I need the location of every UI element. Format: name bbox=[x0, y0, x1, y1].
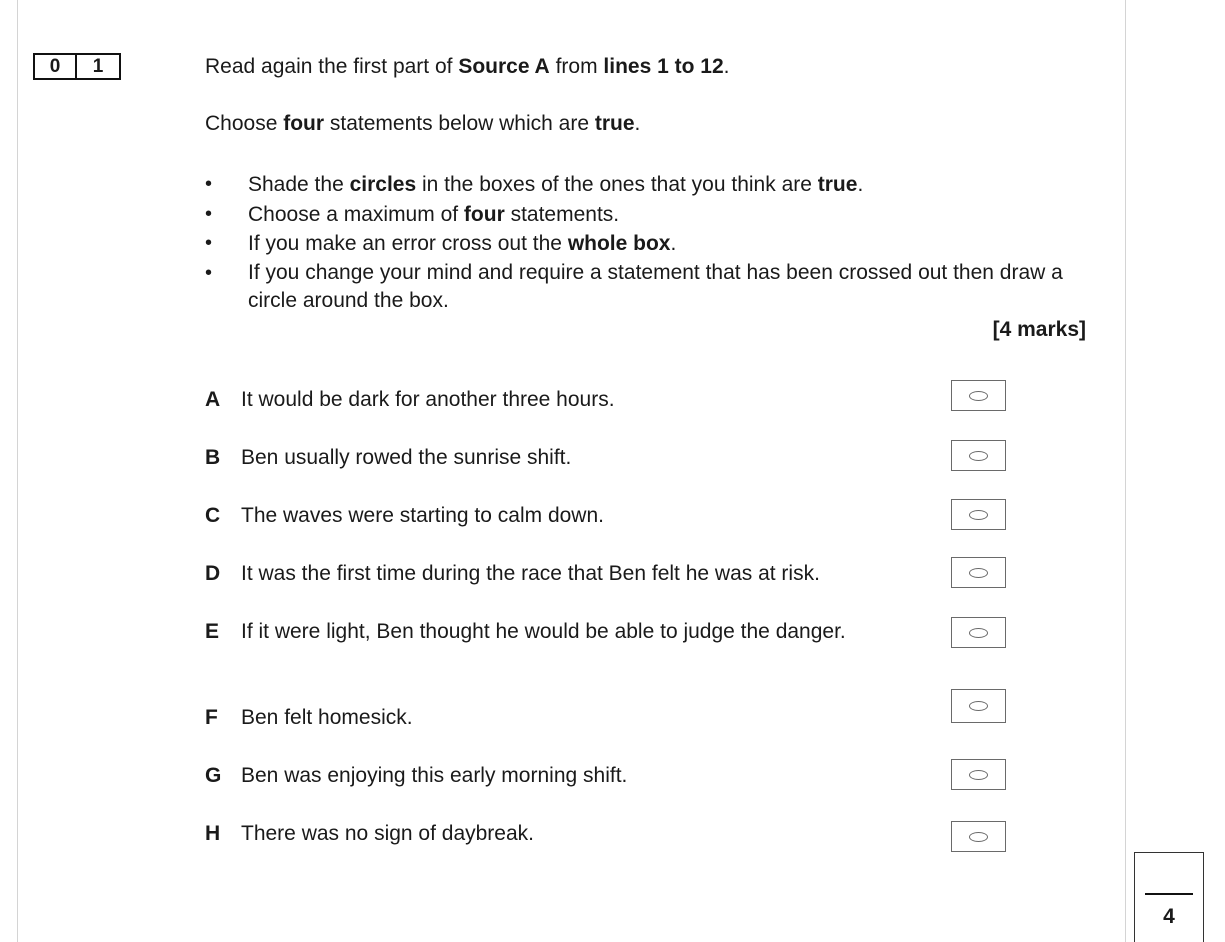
answer-box-g[interactable] bbox=[951, 759, 1006, 790]
statement-row bbox=[205, 386, 911, 414]
bullet-item: • If you change your mind and require a statement that has been crossed out then draw a circle around the box. bbox=[205, 259, 1068, 315]
statement-text: The waves were starting to calm down. bbox=[241, 504, 604, 527]
answer-box-h[interactable] bbox=[951, 821, 1006, 852]
answer-box-a[interactable] bbox=[951, 380, 1006, 411]
answer-circle-icon[interactable] bbox=[969, 701, 988, 711]
answer-box-f[interactable] bbox=[951, 689, 1006, 723]
answer-circle-icon[interactable] bbox=[969, 770, 988, 780]
bullet-item: • Choose a maximum of four statements. bbox=[205, 200, 1068, 230]
statement-letter: F bbox=[205, 706, 218, 729]
answer-circle-icon[interactable] bbox=[969, 628, 988, 638]
answer-circle-icon[interactable] bbox=[969, 568, 988, 578]
statement-letter: H bbox=[205, 822, 221, 845]
statement-letter: B bbox=[205, 446, 221, 469]
statement-text: Ben was enjoying this early morning shift. bbox=[241, 764, 628, 787]
answer-box-d[interactable] bbox=[951, 557, 1006, 588]
answer-box-c[interactable] bbox=[951, 499, 1006, 530]
statement-letter: E bbox=[205, 620, 220, 643]
statement-text: If it were light, Ben thought he would be able to judge the danger. bbox=[241, 620, 846, 643]
answer-circle-icon[interactable] bbox=[969, 510, 988, 520]
question-number bbox=[33, 53, 121, 80]
question-number-digit: 1 bbox=[77, 53, 121, 80]
statement-letter: A bbox=[205, 388, 221, 411]
page-right-edge bbox=[1125, 0, 1126, 942]
answer-circle-icon[interactable] bbox=[969, 832, 988, 842]
statement-row bbox=[205, 762, 911, 790]
statement-letter: G bbox=[205, 764, 222, 787]
question-number-digit: 0 bbox=[33, 53, 77, 80]
marks-total-rule bbox=[1145, 893, 1193, 895]
answer-box-b[interactable] bbox=[951, 440, 1006, 471]
statement-text: Ben usually rowed the sunrise shift. bbox=[241, 446, 572, 469]
statement-row bbox=[205, 560, 911, 588]
marks-label: [4 marks] bbox=[992, 318, 1086, 341]
marks-total-box bbox=[1134, 852, 1204, 942]
statement-row bbox=[205, 444, 911, 472]
answer-circle-icon[interactable] bbox=[969, 451, 988, 461]
bullet-item: • If you make an error cross out the whole box. bbox=[205, 229, 1068, 259]
question-instruction: Read again the first part of Source A from lines 1 to 12. bbox=[205, 55, 730, 78]
statement-text: There was no sign of daybreak. bbox=[241, 822, 534, 845]
statement-letter: C bbox=[205, 504, 221, 527]
statement-text: It was the first time during the race that Ben felt he was at risk. bbox=[241, 562, 820, 585]
question-choose-text: Choose four statements below which are true. bbox=[205, 112, 641, 135]
bullet-item: • Shade the circles in the boxes of the ones that you think are true. bbox=[205, 170, 1068, 200]
instruction-bullet-list bbox=[205, 170, 1068, 315]
statement-letter: D bbox=[205, 562, 221, 585]
statement-row bbox=[205, 704, 911, 732]
statement-text: It would be dark for another three hours. bbox=[241, 388, 615, 411]
statement-row bbox=[205, 820, 911, 848]
page-left-edge bbox=[17, 0, 18, 942]
statement-text: Ben felt homesick. bbox=[241, 706, 413, 729]
statement-row bbox=[205, 502, 911, 530]
answer-box-e[interactable] bbox=[951, 617, 1006, 648]
answer-circle-icon[interactable] bbox=[969, 391, 988, 401]
marks-total-value: 4 bbox=[1163, 905, 1175, 928]
statement-row bbox=[205, 618, 881, 646]
